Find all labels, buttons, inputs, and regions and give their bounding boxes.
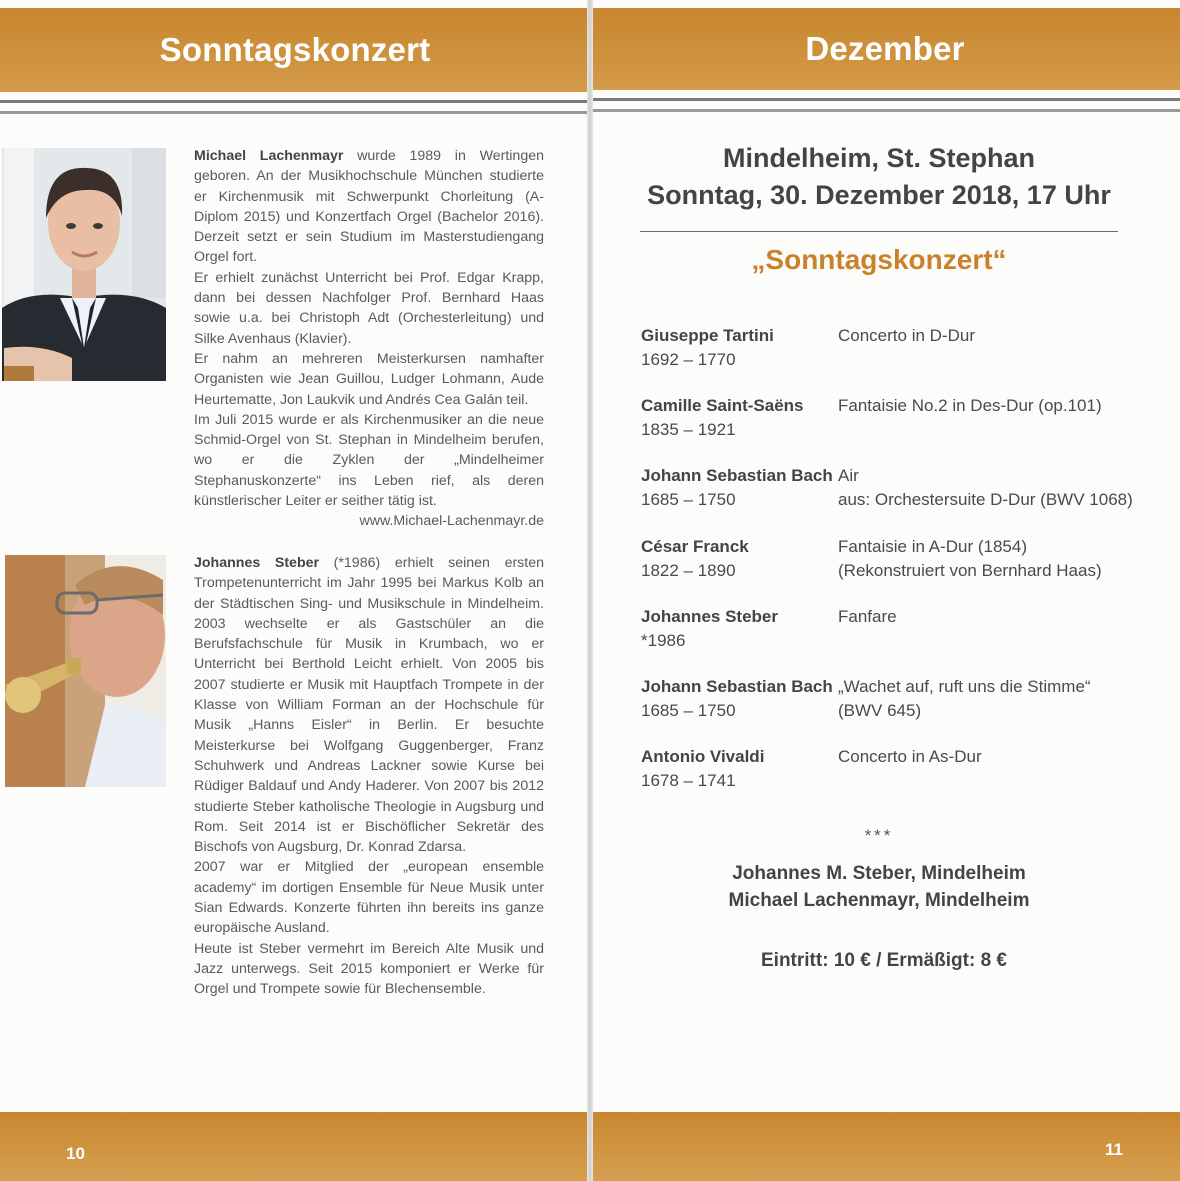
composer-years: 1822 – 1890: [641, 561, 736, 580]
left-page-number: 10: [66, 1144, 85, 1163]
program-item: [641, 675, 1131, 725]
composer-years: *1986: [641, 631, 686, 650]
program-item: [641, 745, 1131, 795]
book-spine: [587, 0, 593, 1181]
composer-name: Antonio Vivaldi: [641, 747, 765, 766]
right-header: [590, 8, 1180, 90]
concert-title: „Sonntagskonzert“: [751, 244, 1007, 275]
bio2-paragraph-3: Heute ist Steber vermehrt im Bereich Alte Musik und Jazz unterwegs. Seit 2015 komponiert er Werke für Orgel und Trompete sowie für Blechensemble.: [194, 940, 544, 998]
left-header-rule: [0, 100, 590, 114]
right-footer: [590, 1112, 1180, 1181]
composer-name: Johannes Steber: [641, 607, 778, 626]
bio1-text: wurde 1989 in Wertingen geboren. An der Musikhochschule München studierte er Kirchenmusik mit Schwerpunkt Chorleitung (A-Diplom 2015) und Konzertfach Orgel (Bachelor 2016). Derzeit setzt er sein Studium im Masterstudiengang Orgel fort.: [194, 148, 544, 266]
work-title: Air: [838, 466, 859, 485]
bio-johannes-steber: [194, 553, 544, 1000]
program-item: [641, 394, 1131, 444]
bio1-paragraph-3: Er nahm an mehreren Meisterkursen namhafter Organisten wie Jean Guillou, Ludger Lohmann, Aude Heurtematte, Jon Laukvik und Andrés Cea Galán teil.: [194, 350, 544, 408]
program-item: [641, 464, 1131, 514]
bio1-name: Michael Lachenmayr: [194, 148, 344, 164]
composer-years: 1678 – 1741: [641, 771, 736, 790]
composer-name: Johann Sebastian Bach: [641, 466, 833, 485]
concert-venue: Mindelheim, St. Stephan: [722, 143, 1036, 173]
composer-name: Camille Saint-Saëns: [641, 396, 804, 415]
work-title: Fanfare: [838, 607, 897, 626]
performer-steber: Johannes M. Steber, Mindelheim: [732, 863, 1026, 884]
website-link[interactable]: www.Michael-Lachenmayr.de: [359, 513, 544, 530]
work-title: Concerto in D-Dur: [838, 326, 975, 345]
work-title: Fantaisie in A-Dur (1854): [838, 537, 1027, 556]
composer-years: 1685 – 1750: [641, 490, 736, 509]
performer-lachenmayr: Michael Lachenmayr, Mindelheim: [728, 890, 1030, 911]
composer-name: Johann Sebastian Bach: [641, 677, 833, 696]
left-header-title: Sonntagskonzert: [159, 31, 431, 68]
work-title: Fantaisie No.2 in Des-Dur (op.101): [838, 396, 1102, 415]
work-subtitle: aus: Orchestersuite D-Dur (BWV 1068): [838, 490, 1133, 509]
bio2-paragraph-2: 2007 war er Mitglied der „european ensemble academy“ im dortigen Ensemble für Neue Musik unter Sian Edwards. Konzerte führten ihn bereits ins ganze europäische Ausland.: [194, 859, 544, 937]
program-item: [641, 324, 1131, 374]
portrait-michael-lachenmayr: [2, 148, 166, 381]
bio-michael-lachenmayr: [194, 146, 544, 532]
left-header: [0, 8, 590, 92]
composer-years: 1692 – 1770: [641, 350, 736, 369]
composer-name: Giuseppe Tartini: [641, 326, 774, 345]
concert-date: Sonntag, 30. Dezember 2018, 17 Uhr: [647, 180, 1111, 210]
performers: [640, 860, 1118, 914]
work-title: Concerto in As-Dur: [838, 747, 982, 766]
work-subtitle: (BWV 645): [838, 701, 922, 720]
right-header-title: Dezember: [805, 30, 965, 67]
bio1-paragraph-4: Im Juli 2015 wurde er als Kirchenmusiker an die neue Schmid-Orgel von St. Stephan in Mindelheim berufen, wo er die Zyklen der „Mindelheimer Stephanuskonzerte“ ins Leben rief, als deren künstlerischer Leiter er seither tätig ist.: [194, 411, 544, 510]
right-header-rule: [590, 98, 1180, 112]
composer-years: 1835 – 1921: [641, 420, 736, 439]
bio2-text: (*1986) erhielt seinen ersten Trompetenunterricht im Jahr 1995 bei Markus Kolb an der Städtischen Sing- und Musikschule in Mindelheim. 2003 wechselte er als Gastschüler an die Berufsfachschule für Musik in Krumbach, wo er Unterricht bei Berthold Leicht erhielt. Von 2005 bis 2007 studierte er Musik mit Hauptfach Trompete in der Klasse von William Forman an der Hochschule für Musik „Hanns Eisler“ in Berlin. Er besuchte Meisterkurse bei Wolfgang Guggenberger, Franz Schuhwerk und Andreas Lackner sowie Kurse bei Rüdiger Baldauf und Andy Haderer. Von 2007 bis 2012 studierte Steber katholische Theologie in Augsburg und Rom. Seit 2014 ist er Bischöflicher Sekretär des Bischofs von Augsburg, Dr. Konrad Zdarsa.: [194, 555, 544, 856]
left-footer: [0, 1112, 590, 1181]
admission-price: Eintritt: 10 € / Ermäßigt: 8 €: [761, 950, 1007, 971]
bio2-name: Johannes Steber: [194, 555, 320, 571]
bio1-paragraph-2: Er erhielt zunächst Unterricht bei Prof. Edgar Krapp, dann bei dessen Nachfolger Prof. Bernhard Haas sowie u.a. bei Christoph Adt (Orchesterleitung) und Silke Avenhaus (Klavier).: [194, 269, 544, 347]
work-title: „Wachet auf, ruft uns die Stimme“: [838, 677, 1091, 696]
work-subtitle: (Rekonstruiert von Bernhard Haas): [838, 561, 1102, 580]
program-item: [641, 535, 1131, 585]
portrait-johannes-steber: [5, 555, 166, 787]
composer-name: César Franck: [641, 537, 749, 556]
program-item: [641, 605, 1131, 655]
right-page-number: 11: [1105, 1140, 1123, 1159]
separator-stars: ***: [864, 826, 894, 845]
venue-rule: [640, 231, 1118, 232]
composer-years: 1685 – 1750: [641, 701, 736, 720]
